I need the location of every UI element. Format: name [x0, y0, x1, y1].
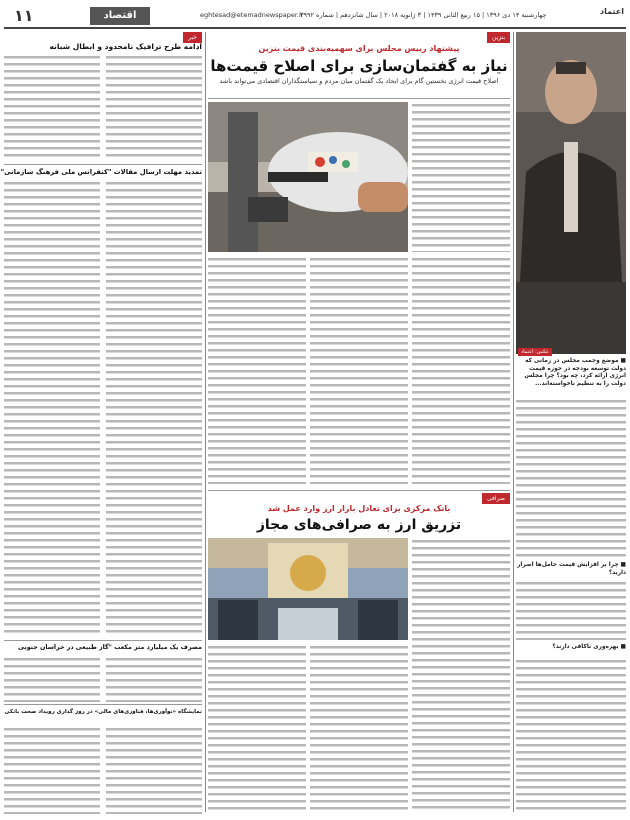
left-story-3-body	[106, 656, 202, 702]
main-body	[412, 102, 510, 252]
currency-kicker: بانک مرکزی برای تعادل بازار ارز وارد عمل شد	[267, 504, 451, 513]
main-body	[208, 256, 306, 484]
left-story-3-body	[4, 656, 100, 702]
section-label: اقتصاد	[90, 7, 150, 25]
currency-story	[208, 490, 510, 816]
column-divider	[205, 32, 206, 812]
main-body	[310, 256, 408, 484]
interview-body	[516, 658, 626, 812]
left-story-1-body	[106, 54, 202, 160]
bottom-body	[4, 726, 100, 814]
tag-exchange: صرافی	[482, 493, 510, 504]
bottom-body	[106, 726, 202, 814]
left-story-2-body	[4, 180, 100, 636]
tag-news: خبر	[183, 32, 202, 43]
left-story-3-headline: مصرف یک میلیارد متر مکعب "گاز طبیعی در خراسان جنوبی	[18, 644, 202, 651]
main-story	[208, 32, 510, 487]
column-divider	[513, 32, 514, 812]
interview-question-2: ■ چرا بر افزایش قیمت حامل‌ها اصرار دارید؟	[517, 562, 626, 576]
left-story-2-headline: تمدید مهلت ارسال مقالات "کنفرانس ملی فرهنگ سازمانی"	[0, 168, 202, 176]
bottom-headline: نمایشگاه «نوآوری‌ها، فناوری‌های مالی» در روز گذاری رویداد صحت بانکی	[4, 709, 202, 715]
divider	[208, 490, 510, 491]
currency-body	[208, 644, 306, 810]
divider	[4, 164, 202, 165]
header-date-line: چهارشنبه ۱۴ دی ۱۳۹۶ | ۱۵ ربیع الثانی ۱۴۳۹ | ۳ ژانویه ۲۰۱۸ | سال شانزدهم | شماره ۳۹۹۲	[300, 11, 547, 19]
photo-credit: عکس: اعتماد	[518, 348, 552, 356]
currency-body	[310, 644, 408, 810]
currency-body	[412, 538, 510, 810]
interview-body	[516, 398, 626, 558]
divider	[4, 640, 202, 641]
left-story-1-headline: ادامه طرح ترافیک نامحدود و ابطال شبانه	[49, 42, 202, 51]
page-number: ۱۱	[14, 6, 34, 25]
left-story-1-body	[4, 54, 100, 160]
main-headline: نیاز به گفتمان‌سازی برای اصلاح قیمت‌ها	[210, 57, 508, 75]
currency-headline: تزریق ارز به صرافی‌های مجاز	[256, 517, 462, 533]
divider	[208, 98, 510, 99]
main-lead: اصلاح قیمت انرژی نخستین گام برای ایجاد یک گفتمان میان مردم و سیاستگذاران اقتصادی می‌تواند باشد	[219, 77, 499, 85]
interview-question-1: ■ موضع وجمب مجلس در زمانی که دولت توسعه بودجه در حوزه قیمت انرژی ارائه کرد، چه بود؟ چرا مجلس دولت را به تنظیم ناخواسته‌اند...	[524, 358, 626, 387]
speaker-photo	[516, 32, 626, 354]
divider	[4, 704, 202, 705]
interview-body	[516, 580, 626, 640]
page-header	[0, 0, 630, 30]
main-body	[412, 256, 510, 484]
right-column	[516, 32, 626, 816]
interview-question-3: ■ بهره‌وری ناکافی دارند؟	[552, 644, 626, 650]
left-column	[0, 32, 202, 816]
header-rule	[4, 27, 626, 29]
tag-gasoline: بنزین	[487, 32, 510, 43]
main-kicker: پیشنهاد رییس مجلس برای سهمیه‌بندی قیمت بنزین	[258, 44, 460, 53]
header-email[interactable]: eghtesad@etemadnewspaper.ir	[200, 11, 304, 19]
gas-station-photo	[208, 102, 408, 252]
exchange-shop-photo	[208, 538, 408, 640]
left-story-2-body	[106, 180, 202, 636]
logo: اعتماد	[600, 7, 624, 16]
